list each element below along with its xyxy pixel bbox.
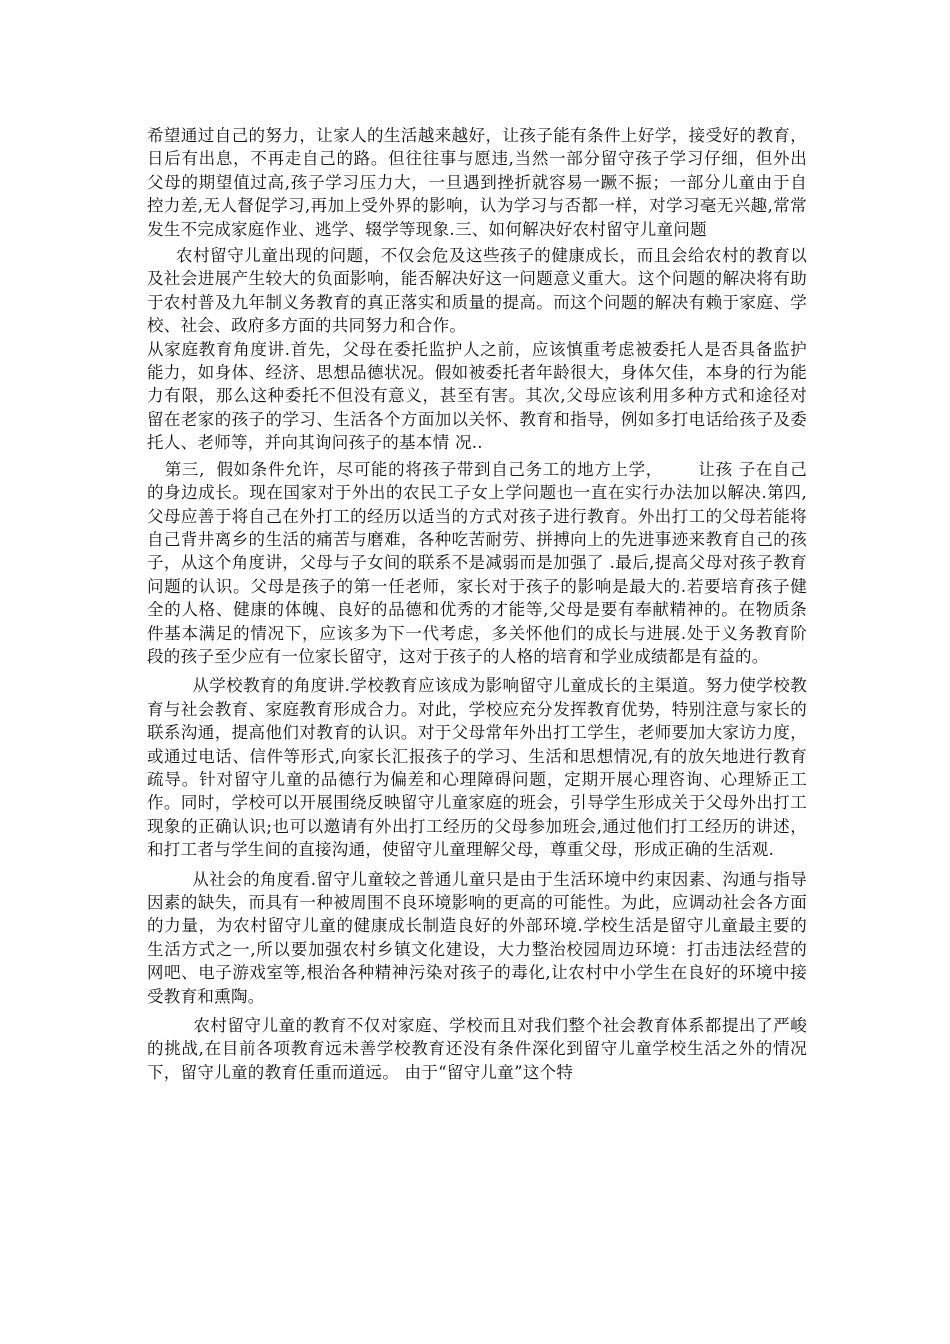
document-body <box>147 124 807 1084</box>
paragraph-family-education: 从家庭教育角度讲.首先，父母在委托监护人之前，应该慎重考虑被委托人是否具备监护能力，如身体、经济、思想品德状况。假如被委托者年龄很大，身体欠佳，本身的行为能力有限，那么这种委托不但没有意义，甚至有害。其次,父母应该利用多种方式和途径对留在老家的孩子的学习、生活各个方面加以关怀、教育和指导，例如多打电话给孩子及委托人、老师等，并向其询问孩子的基本情 况.. <box>147 339 807 453</box>
paragraph-society: 从社会的角度看.留守儿童较之普通儿童只是由于生活环境中约束因素、沟通与指导因素的缺失，而具有一种被周围不良环境影响的更高的可能性。为此，应调动社会各方面的力量，为农村留守儿童的健康成长制造良好的外部环境.学校生活是留守儿童最主要的生活方式之一,所以要加强农村乡镇文化建设，大力整治校园周边环境：打击违法经营的网吧、电子游戏室等,根治各种精神污染对孩子的毒化,让农村中小学生在良好的环境中接受教育和熏陶。 <box>147 869 807 1006</box>
paragraph-intro: 希望通过自己的努力，让家人的生活越来越好，让孩子能有条件上好学，接受好的教育，日后有出息，不再走自己的路。但往往事与愿违,当然一部分留守孩子学习仔细，但外出父母的期望值过高,孩子学习压力大，一旦遇到挫折就容易一蹶不振；一部分儿童由于自控力差,无人督促学习,再加上受外界的影响，认为学习与否都一样，对学习毫无兴趣,常常发生不完成家庭作业、逃学、辍学等现象.三、如何解决好农村留守儿童问题 <box>147 126 807 239</box>
paragraph-school-education: 从学校教育的角度讲.学校教育应该成为影响留守儿童成长的主渠道。努力使学校教育与社会教育、家庭教育形成合力。对此，学校应充分发挥教育优势，特别注意与家长的联系沟通，提高他们对教育的认识。对于父母常年外出打工学生，老师要加大家访力度，或通过电话、信件等形式,向家长汇报孩子的学习、生活和思想情况,有的放矢地进行教育疏导。针对留守儿童的品德行为偏差和心理障碍问题，定期开展心理咨询、心理矫正工作。同时，学校可以开展围绕反映留守儿童家庭的班会，引导学生形成关于父母外出打工现象的正确认识;也可以邀请有外出打工经历的父母参加班会,通过他们打工经历的讲述，和打工者与学生间的直接沟通，使留守儿童理解父母，尊重父母，形成正确的生活观. <box>147 676 807 860</box>
paragraph-conclusion: 农村留守儿童的教育不仅对家庭、学校而且对我们整个社会教育体系都提出了严峻的挑战,在目前各项教育远未善学校教育还没有条件深化到留守儿童学校生活之外的情况下，留守儿童的教育任重而道远。 由于“留守儿童”这个特 <box>147 1016 807 1082</box>
paragraph-family-education-cont: 第三, 假如条件允许，尽可能的将孩子带到自己务工的地方上学， 让孩 子在自己的身边成长。现在国家对于外出的农民工子女上学问题也一直在实行办法加以解决.第四,父母应善于将自己在外打工的经历以适当的方式对孩子进行教育。外出打工的父母若能将自己背井离乡的生活的痛苦与磨难，各种吃苦耐劳、拼搏向上的先进事迹来教育自己的孩子，从这个角度讲，父母与子女间的联系不是减弱而是加强了 .最后,提高父母对孩子教育问题的认识。父母是孩子的第一任老师，家长对于孩子的影响是最大的.若要培育孩子健全的人格、健康的体魄、良好的品德和优秀的才能等,父母是要有奉献精神的。在物质条件基本满足的情况下，应该多为下一代考虑，多关怀他们的成长与进展.处于义务教育阶段的孩子至少应有一位家长留守，这对于孩子的人格的培育和学业成绩都是有益的。 <box>147 459 807 666</box>
paragraph-problem-impact: 农村留守儿童出现的问题，不仅会危及这些孩子的健康成长，而且会给农村的教育以及社会进展产生较大的负面影响，能否解决好这一问题意义重大。这个问题的解决将有助于农村普及九年制义务教育的真正落实和质量的提高。而这个问题的解决有赖于家庭、学校、社会、政府多方面的共同努力和合作。 <box>147 246 807 336</box>
